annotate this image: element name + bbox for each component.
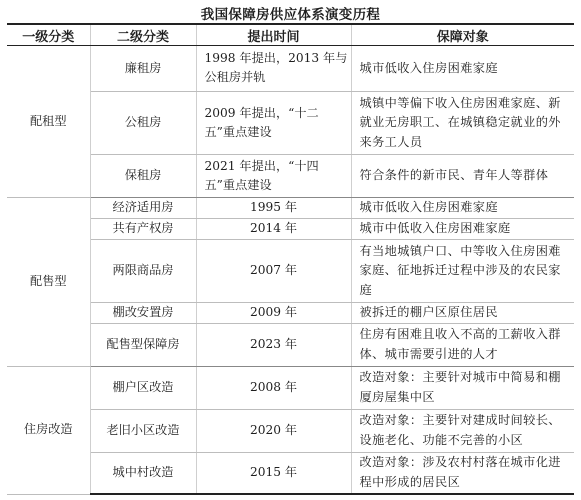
table-row (7, 218, 574, 239)
target-cell: 改造对象：主要针对建成时间较长、设施老化、功能不完善的小区 (351, 409, 574, 452)
header-target: 保障对象 (351, 24, 574, 46)
time-cell: 2020 年 (196, 409, 351, 452)
target-cell: 符合条件的新市民、青年人等群体 (351, 155, 574, 198)
header-level1: 一级分类 (7, 24, 90, 46)
table-row (7, 198, 574, 219)
target-cell: 有当地城镇户口、中等收入住房困难家庭、征地拆迁过程中涉及的农民家庭 (351, 239, 574, 302)
group-label: 住房改造 (7, 366, 90, 494)
time-cell: 1995 年 (196, 198, 351, 219)
group-label: 配租型 (7, 46, 90, 198)
subcategory-cell: 配售型保障房 (90, 324, 196, 367)
time-cell: 2015 年 (196, 452, 351, 494)
table-row (7, 366, 574, 409)
subcategory-cell: 两限商品房 (90, 239, 196, 302)
group-label: 配售型 (7, 198, 90, 367)
target-cell: 改造对象：主要针对城市中简易和棚厦房屋集中区 (351, 366, 574, 409)
subcategory-cell: 棚户区改造 (90, 366, 196, 409)
time-cell: 1998 年提出，2013 年与公租房并轨 (196, 46, 351, 92)
table-row (7, 155, 574, 198)
time-cell: 2007 年 (196, 239, 351, 302)
subcategory-cell: 老旧小区改造 (90, 409, 196, 452)
table-row (7, 324, 574, 367)
time-cell: 2009 年提出，“十二五”重点建设 (196, 91, 351, 154)
header-time: 提出时间 (196, 24, 351, 46)
target-cell: 被拆迁的棚户区原住居民 (351, 303, 574, 324)
target-cell: 城市低收入住房困难家庭 (351, 198, 574, 219)
time-cell: 2009 年 (196, 303, 351, 324)
target-cell: 城市中低收入住房困难家庭 (351, 218, 574, 239)
time-cell: 2021 年提出，“十四五”重点建设 (196, 155, 351, 198)
subcategory-cell: 棚改安置房 (90, 303, 196, 324)
target-cell: 城市低收入住房困难家庭 (351, 46, 574, 92)
subcategory-cell: 廉租房 (90, 46, 196, 92)
table-row (7, 46, 574, 92)
target-cell: 住房有困难且收入不高的工薪收入群体、城市需要引进的人才 (351, 324, 574, 367)
table-row (7, 409, 574, 452)
time-cell: 2014 年 (196, 218, 351, 239)
subcategory-cell: 保租房 (90, 155, 196, 198)
table-title: 我国保障房供应体系演变历程 (200, 7, 381, 23)
subcategory-cell: 公租房 (90, 91, 196, 154)
table-row (7, 452, 574, 494)
subcategory-cell: 共有产权房 (90, 218, 196, 239)
target-cell: 城镇中等偏下收入住房困难家庭、新就业无房职工、在城镇稳定就业的外来务工人员 (351, 91, 574, 154)
time-cell: 2023 年 (196, 324, 351, 367)
table-row (7, 91, 574, 154)
table-row (7, 239, 574, 302)
housing-table (7, 23, 574, 495)
subcategory-cell: 城中村改造 (90, 452, 196, 494)
header-level2: 二级分类 (90, 24, 196, 46)
target-cell: 改造对象：涉及农村村落在城市化进程中形成的居民区 (351, 452, 574, 494)
header-row (7, 24, 574, 46)
time-cell: 2008 年 (196, 366, 351, 409)
table-row (7, 303, 574, 324)
subcategory-cell: 经济适用房 (90, 198, 196, 219)
